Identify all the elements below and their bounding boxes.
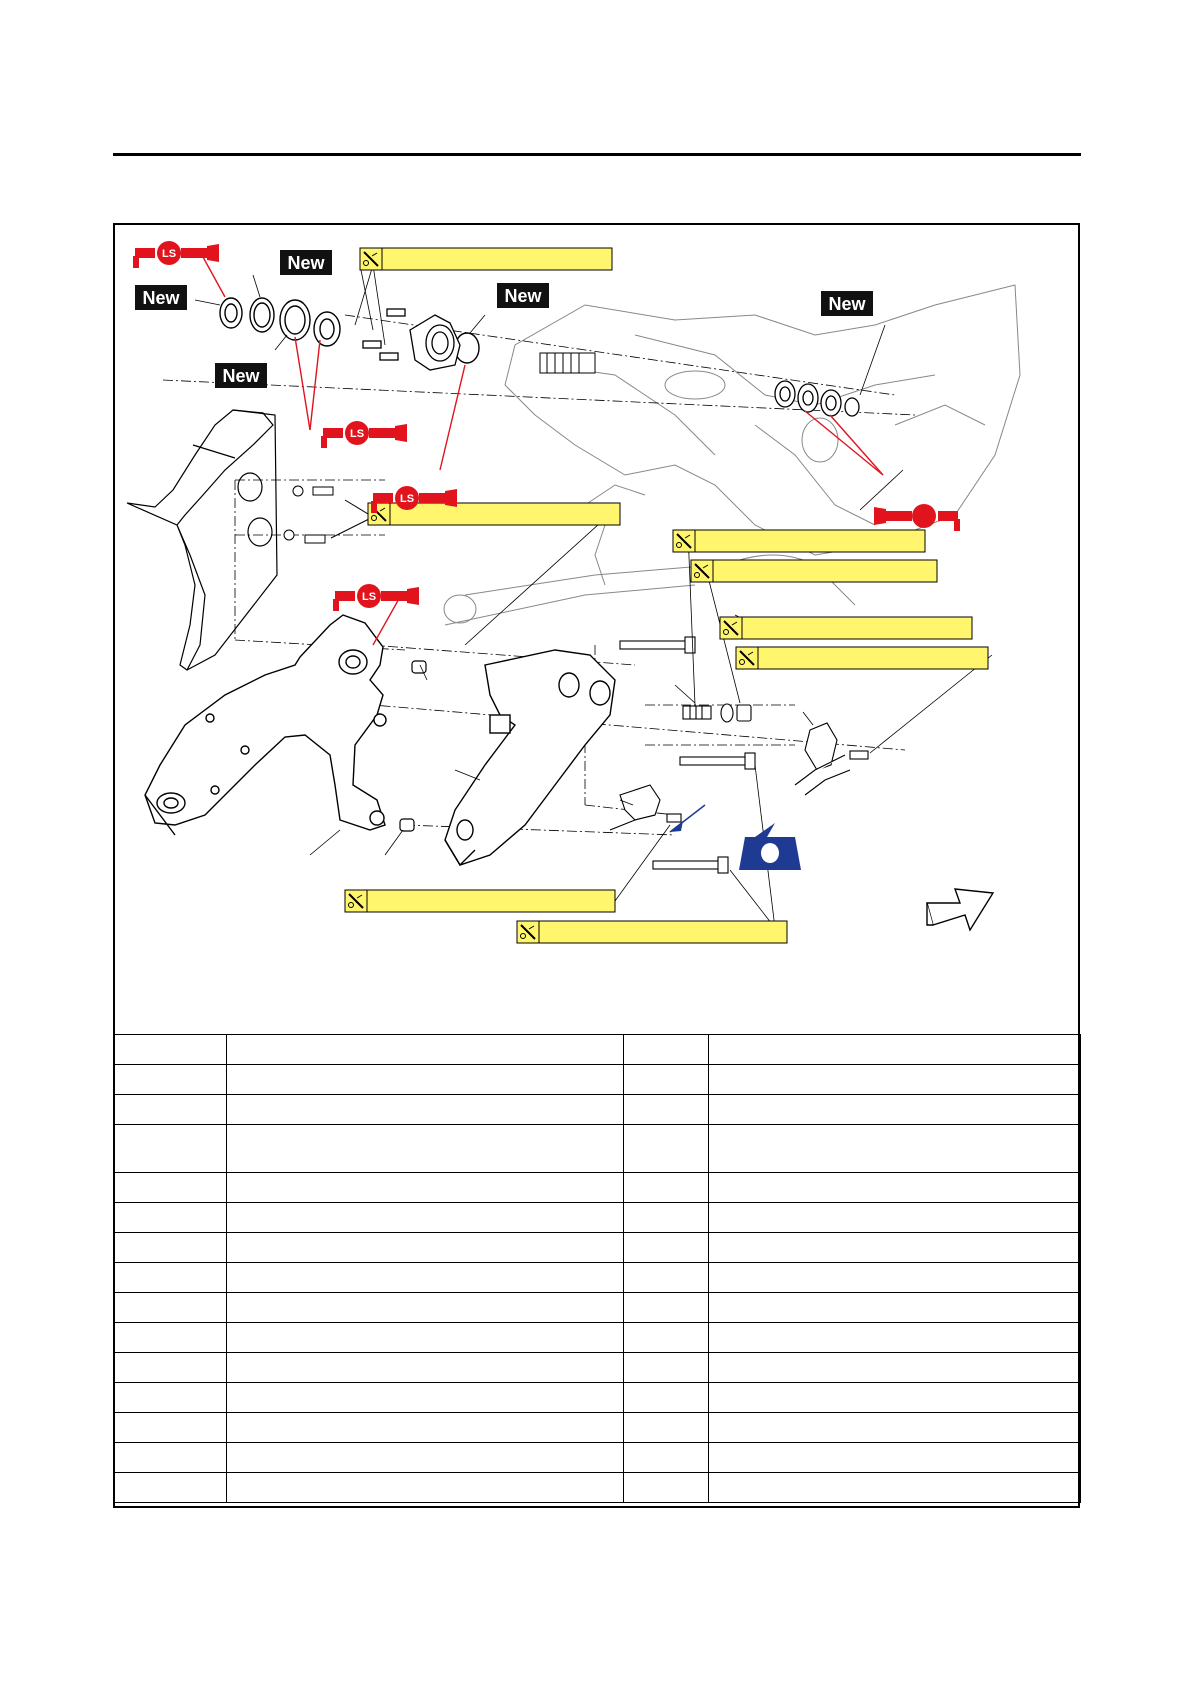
- table-row: [114, 1443, 1081, 1473]
- grease-icon-2: [321, 421, 407, 448]
- torque-spec-box-7: [345, 890, 615, 912]
- collars: [400, 661, 426, 831]
- new-badge-1: [280, 250, 332, 275]
- table-row: [114, 1035, 1081, 1065]
- mount-bracket: [145, 615, 386, 835]
- table-row: [114, 1473, 1081, 1503]
- new-badge-2: [135, 285, 187, 310]
- table-row: [114, 1353, 1081, 1383]
- table-row: [114, 1293, 1081, 1323]
- table-row: [114, 1383, 1081, 1413]
- chain-guard: [127, 410, 277, 670]
- forward-arrow-icon: [927, 889, 993, 930]
- adjuster-set: [683, 704, 751, 722]
- parts-table: [113, 1034, 1081, 1503]
- table-row: [114, 1095, 1081, 1125]
- torque-spec-box-6: [736, 647, 988, 669]
- table-row: [114, 1203, 1081, 1233]
- output-shaft: [540, 353, 595, 373]
- table-row: [114, 1233, 1081, 1263]
- torque-spec-box-1: [360, 248, 612, 270]
- sealant-icon: [670, 805, 801, 870]
- table-row: [114, 1263, 1081, 1293]
- svg-text:LS: LS: [349, 428, 365, 440]
- hose-clamps: [610, 723, 868, 830]
- svg-text:New: New: [287, 253, 325, 273]
- svg-text:New: New: [504, 286, 542, 306]
- bearing-housing: [363, 309, 460, 370]
- table-row: [114, 1125, 1081, 1173]
- new-badge-4: [497, 283, 549, 308]
- new-badge-3: [215, 363, 267, 388]
- svg-text:New: New: [828, 294, 866, 314]
- svg-text:LS: LS: [361, 591, 377, 603]
- table-row: [114, 1413, 1081, 1443]
- exploded-diagram: [115, 225, 1078, 1035]
- svg-text:New: New: [222, 366, 260, 386]
- torque-spec-box-4: [691, 560, 937, 582]
- table-row: [114, 1323, 1081, 1353]
- torque-spec-box-3: [673, 530, 925, 552]
- swing-lever: [445, 650, 615, 865]
- grease-icon-4-label: LS: [984, 512, 1000, 524]
- torque-spec-box-8: [517, 921, 787, 943]
- grease-icon-4: [874, 504, 960, 531]
- table-row: [114, 1173, 1081, 1203]
- guard-bolts: [284, 486, 373, 543]
- grease-icon-5: [333, 584, 419, 611]
- long-bolts: [620, 637, 755, 873]
- torque-spec-box-5: [720, 617, 972, 639]
- svg-text:LS: LS: [161, 248, 177, 260]
- table-row: [114, 1065, 1081, 1095]
- svg-text:LS: LS: [399, 493, 415, 505]
- header-rule: [113, 153, 1081, 156]
- new-badge-5: [821, 291, 873, 316]
- svg-text:New: New: [142, 288, 180, 308]
